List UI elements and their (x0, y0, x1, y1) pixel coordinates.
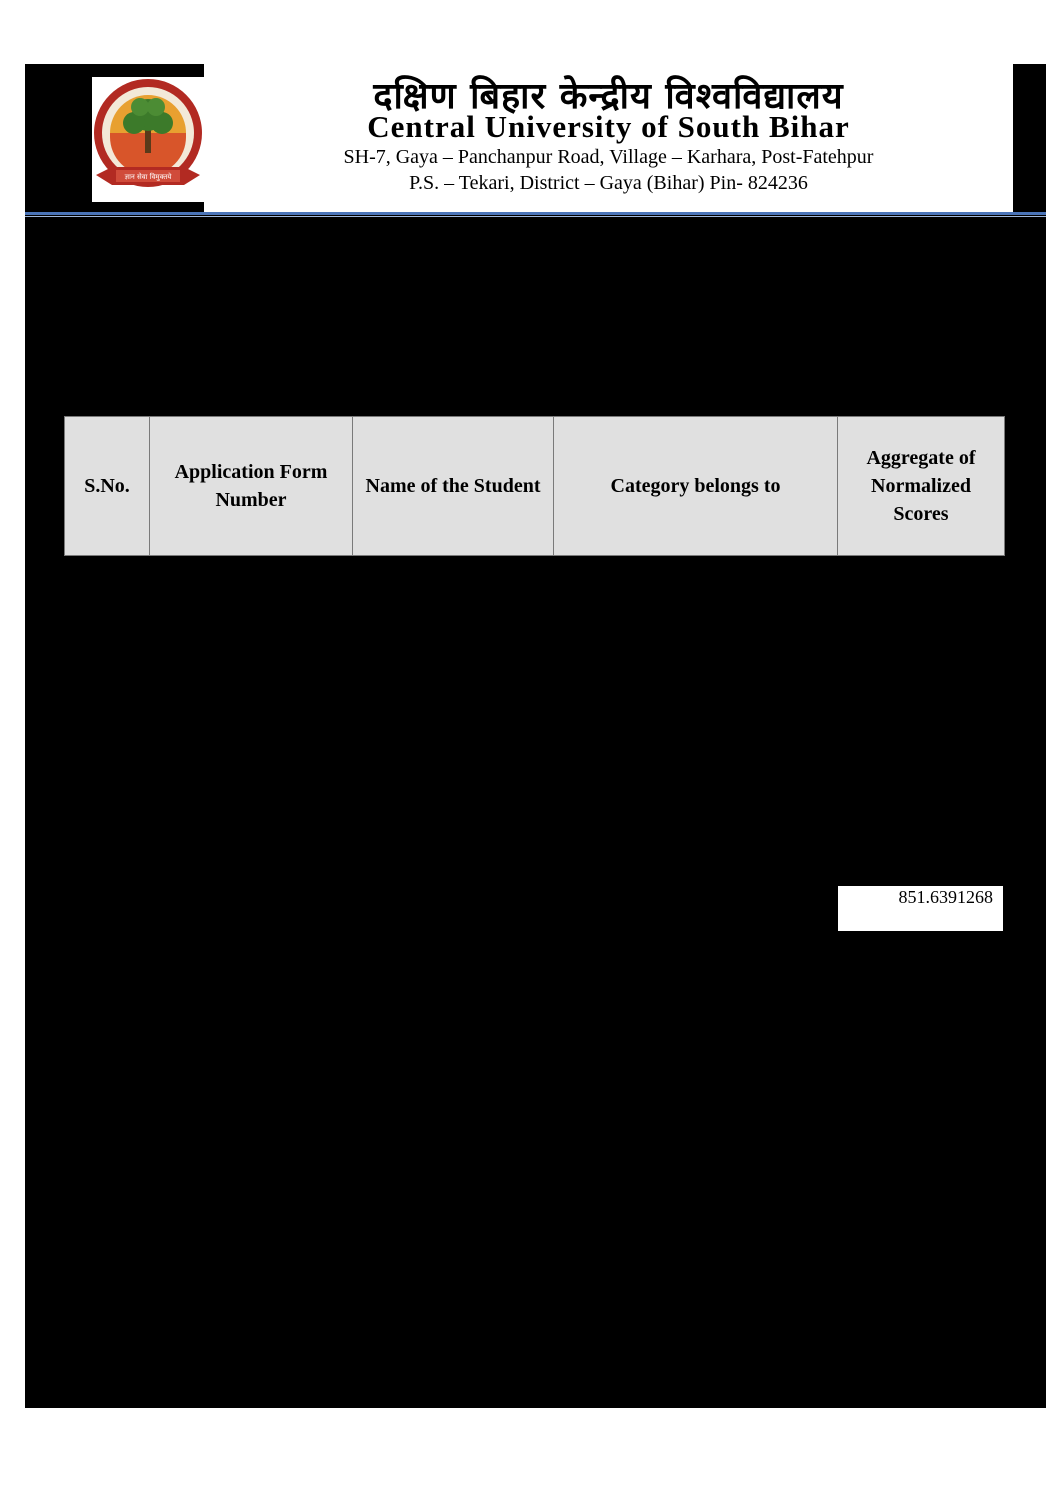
header-aggregate-score: Aggregate of Normalized Scores (838, 417, 1005, 556)
redacted-area (25, 64, 1046, 1408)
header-sno: S.No. (65, 417, 150, 556)
university-name-hindi: दक्षिण बिहार केन्द्रीय विश्वविद्यालय (373, 76, 844, 117)
header-application-form-number: Application Form Number (150, 417, 353, 556)
header-student-name: Name of the Student (353, 417, 554, 556)
header-category: Category belongs to (554, 417, 838, 556)
tree-emblem-icon (92, 77, 204, 202)
address-line-2: P.S. – Tekari, District – Gaya (Bihar) Pin- 824236 (409, 172, 808, 194)
address-line-1: SH-7, Gaya – Panchanpur Road, Village – Karhara, Post-Fatehpur (343, 146, 874, 168)
header-divider (25, 212, 1046, 215)
university-logo (92, 77, 204, 202)
results-table (64, 416, 1005, 556)
header-divider-thin (25, 216, 1046, 217)
logo-ribbon-text: ज्ञान सेवा विमुक्तये (124, 173, 172, 181)
table-header-row (65, 417, 1005, 556)
score-value-cell: 851.6391268 (838, 886, 1003, 931)
university-name-english: Central University of South Bihar (367, 109, 850, 144)
